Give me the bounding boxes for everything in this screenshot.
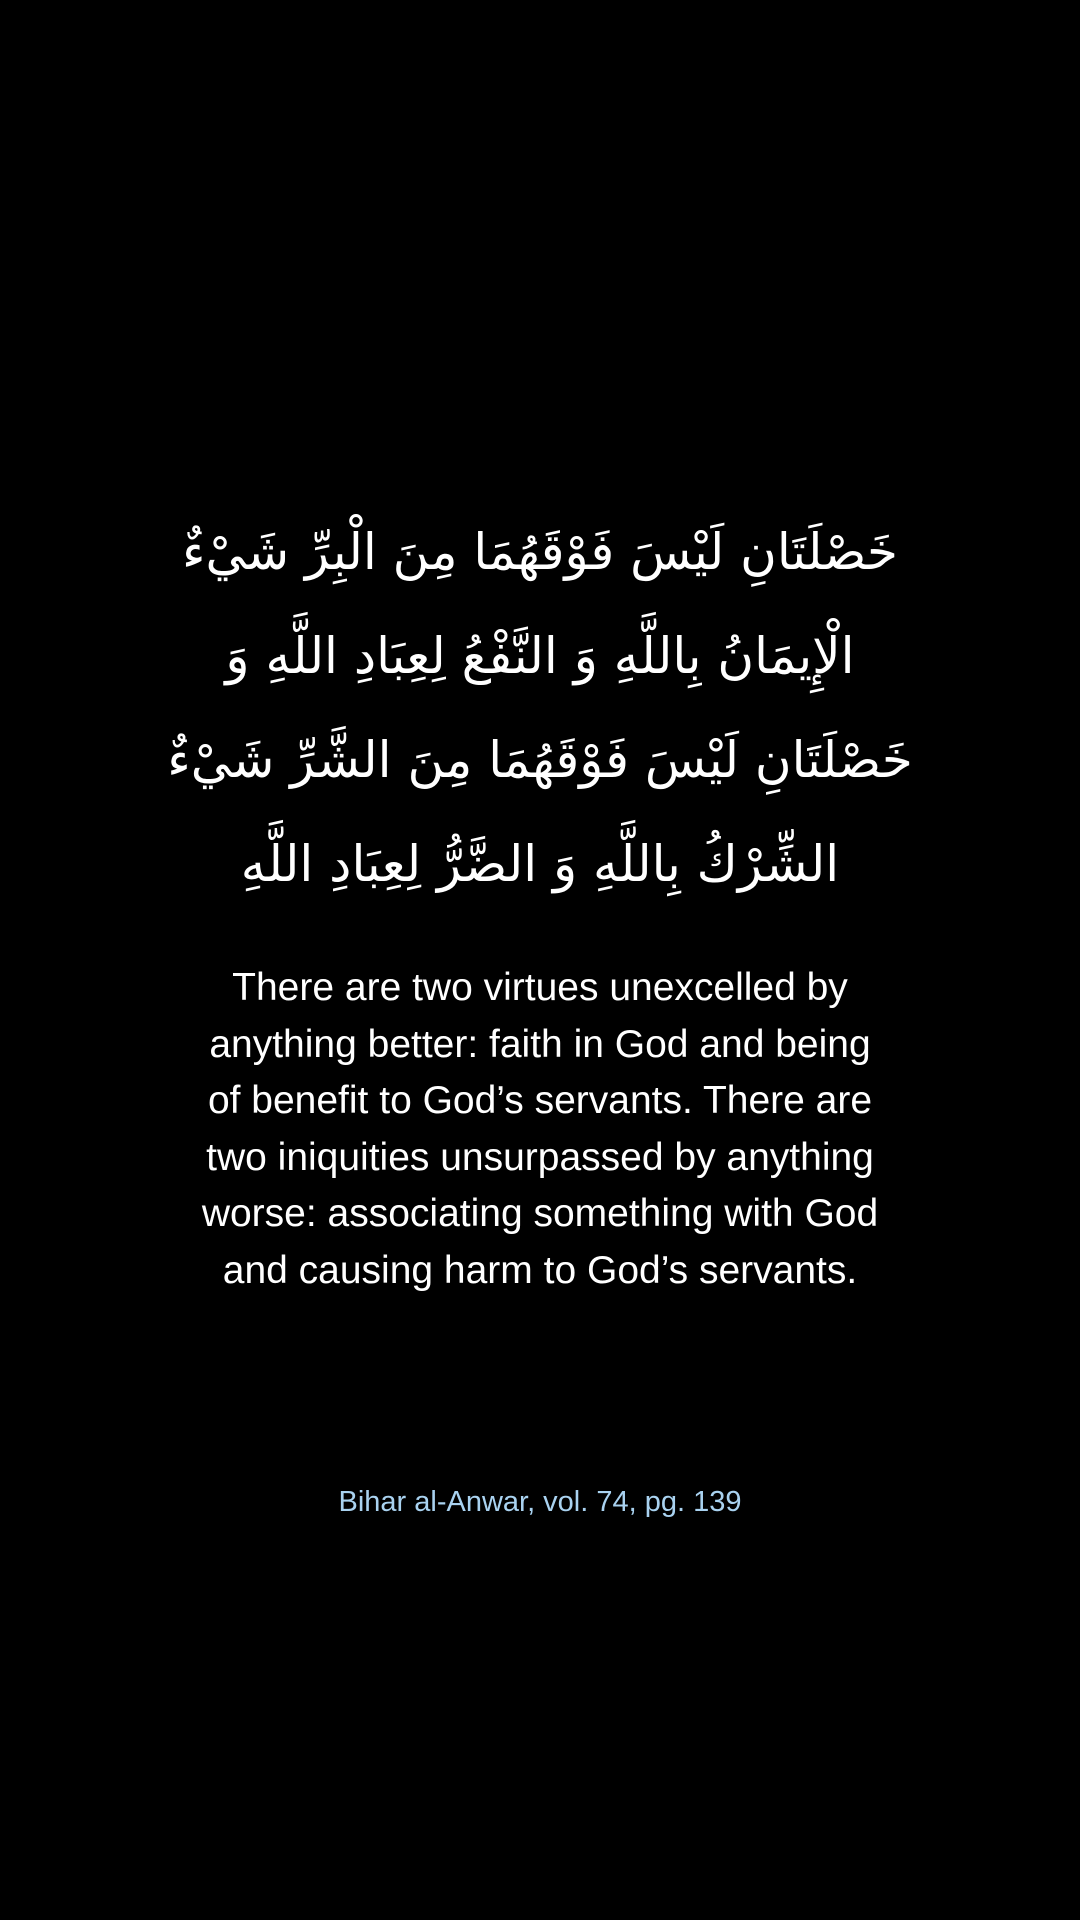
arabic-line-2: الْإِيمَانُ بِاللَّهِ وَ النَّفْعُ لِعِبَادِ اللَّهِ وَ — [225, 627, 855, 685]
arabic-text — [0, 500, 1080, 916]
arabic-line-4: الشِّرْكُ بِاللَّهِ وَ الضَّرُّ لِعِبَادِ اللَّهِ — [240, 835, 840, 893]
arabic-line-3: خَصْلَتَانِ لَيْسَ فَوْقَهُمَا مِنَ الشَّرِّ شَيْءٌ — [167, 731, 913, 789]
english-translation: There are two virtues unexcelled by anything better: faith in God and being of benefit to God’s servants. There are two iniquities unsurpassed by anything worse: associating something with God and causing harm to God’s servants. — [201, 966, 879, 1292]
arabic-line-1: خَصْلَتَانِ لَيْسَ فَوْقَهُمَا مِنَ الْبِرِّ شَيْءٌ — [182, 523, 898, 581]
source-citation: Bihar al-Anwar, vol. 74, pg. 139 — [338, 1486, 742, 1518]
